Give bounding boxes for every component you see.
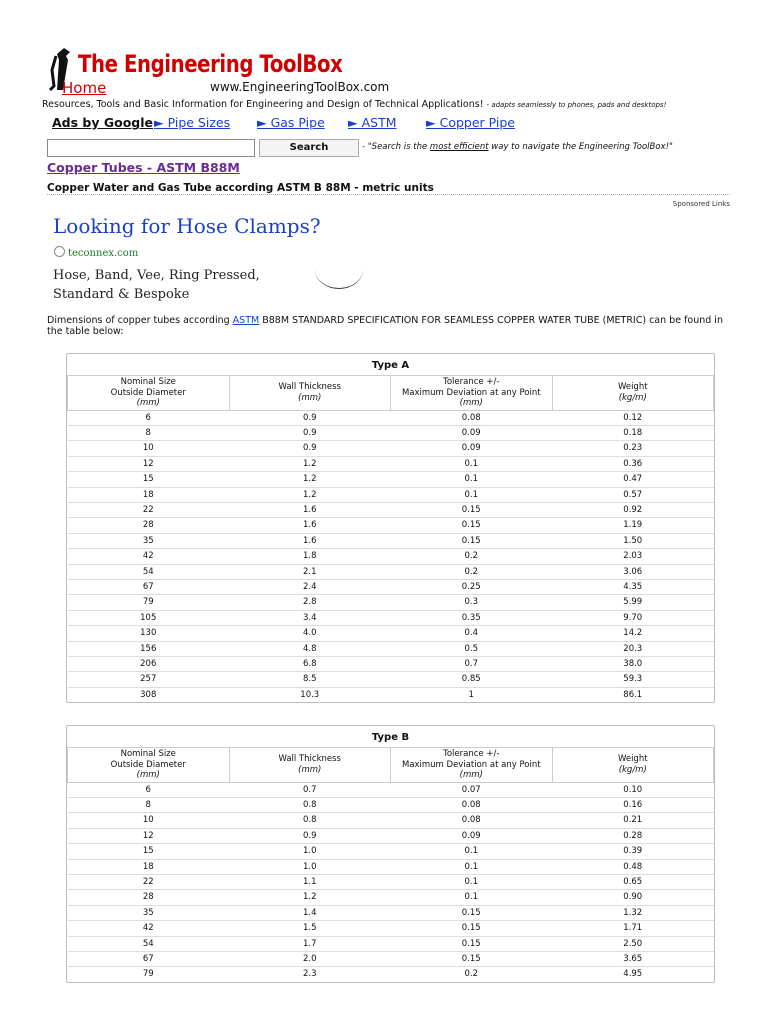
table-cell: 3.4 [229,610,391,625]
table-cell: 67 [68,579,230,594]
table-cell: 0.7 [391,657,553,672]
table-cell: 2.03 [552,549,714,564]
table-cell: 0.15 [391,533,553,548]
table-row [68,456,714,471]
search-button[interactable]: Search [259,139,359,157]
table-row [68,472,714,487]
col-tolerance [391,748,553,783]
col-unit: (mm) [298,392,322,403]
table-cell: 0.15 [391,951,553,966]
ad-arrow-icon[interactable] [315,250,363,289]
table-title: Type A [371,360,410,371]
table-row [68,641,714,656]
col-label: Outside Diameter [110,387,186,398]
table-cell: 6 [68,410,230,425]
table-cell: 22 [68,502,230,517]
table-cell: 0.09 [391,425,553,440]
table-cell: 28 [68,518,230,533]
table-cell: 0.4 [391,626,553,641]
col-label: Wall Thickness [278,382,341,393]
table-cell: 0.15 [391,502,553,517]
table-cell: 2.1 [229,564,391,579]
table-cell: 10.3 [229,687,391,702]
table-cell: 0.16 [552,797,714,812]
table-cell: 12 [68,456,230,471]
intro-pre: Dimensions of copper tubes according [47,315,233,326]
col-unit: (mm) [459,398,483,408]
table-cell: 0.07 [391,782,553,797]
table-cell: 0.35 [391,610,553,625]
table-cell: 12 [68,828,230,843]
table-row [68,626,714,641]
table-row [68,967,714,982]
table-cell: 4.95 [552,967,714,982]
table-cell: 1.7 [229,936,391,951]
tagline-text: Resources, Tools and Basic Information for Engineering and Design of Technical Applications! [42,99,484,110]
table-row [68,936,714,951]
table-cell: 9.70 [552,610,714,625]
col-unit: (mm) [459,770,483,780]
table-cell: 1.0 [229,859,391,874]
table-cell: 0.08 [391,797,553,812]
col-label: Tolerance +/- [443,749,500,759]
table-row [68,905,714,920]
col-weight [552,376,714,411]
table-cell: 0.2 [391,967,553,982]
site-url: www.EngineeringToolBox.com [210,80,390,94]
table-row [68,687,714,702]
table-cell: 8 [68,425,230,440]
table-row [68,921,714,936]
table-row [68,425,714,440]
table-cell: 0.1 [391,890,553,905]
table-cell: 206 [68,657,230,672]
table-cell: 0.08 [391,813,553,828]
home-link[interactable]: Home [62,79,107,97]
col-label: Wall Thickness [278,754,341,765]
table-cell: 2.8 [229,595,391,610]
col-unit: (mm) [136,398,160,408]
table-cell: 4.0 [229,626,391,641]
table-cell: 0.9 [229,410,391,425]
table-cell: 1.19 [552,518,714,533]
table-row [68,564,714,579]
globe-icon [54,246,65,257]
table-cell: 35 [68,905,230,920]
table-cell: 0.23 [552,441,714,456]
table-cell: 1.6 [229,533,391,548]
table-cell: 0.8 [229,797,391,812]
col-label: Maximum Deviation at any Point [401,759,541,770]
table-cell: 0.9 [229,828,391,843]
search-hint [362,142,673,152]
table-cell: 2.0 [229,951,391,966]
table-cell: 42 [68,921,230,936]
table-cell: 3.65 [552,951,714,966]
table-row [68,782,714,797]
table-row [68,487,714,502]
table-cell: 86.1 [552,687,714,702]
table-cell: 15 [68,472,230,487]
table-cell: 35 [68,533,230,548]
table-cell: 308 [68,687,230,702]
table-cell: 0.8 [229,813,391,828]
col-nominal-size [68,748,230,783]
table-row [68,610,714,625]
table-cell: 1.6 [229,502,391,517]
col-unit: (mm) [298,764,322,775]
table-cell: 0.25 [391,579,553,594]
ad-domain-text: teconnex.com [68,248,139,259]
table-row [68,859,714,874]
col-unit: (kg/m) [618,392,647,403]
table-cell: 18 [68,487,230,502]
table-cell: 1.71 [552,921,714,936]
table-cell: 0.1 [391,487,553,502]
table-cell: 105 [68,610,230,625]
col-unit: (kg/m) [618,764,647,775]
table-cell: 0.92 [552,502,714,517]
table-cell: 0.09 [391,828,553,843]
table-cell: 1.2 [229,456,391,471]
nav-link-gas-pipe[interactable]: ► Gas Pipe [257,115,325,130]
table-title: Type B [371,732,410,743]
table-cell: 14.2 [552,626,714,641]
table-cell: 4.8 [229,641,391,656]
table-body [68,782,714,982]
table-cell: 1.0 [229,844,391,859]
table-cell: 0.1 [391,456,553,471]
col-label: Tolerance +/- [443,377,500,387]
table-cell: 0.18 [552,425,714,440]
table-cell: 54 [68,936,230,951]
table-cell: 0.1 [391,472,553,487]
ad-line-1: Hose, Band, Vee, Ring Pressed, [53,268,260,283]
brand-title: The Engineering ToolBox [78,50,343,78]
table-cell: 4.35 [552,579,714,594]
intro-paragraph [47,315,737,337]
col-label: Maximum Deviation at any Point [401,387,541,398]
table-cell: 0.9 [229,441,391,456]
table-cell: 0.1 [391,844,553,859]
col-label: Nominal Size [120,377,176,387]
tagline-small: - adapts seamlessly to phones, pads and desktops! [486,101,667,109]
table-cell: 3.06 [552,564,714,579]
table-cell: 79 [68,595,230,610]
table-cell: 0.65 [552,874,714,889]
table-cell: 6.8 [229,657,391,672]
nav-link-copper-pipe[interactable]: ► Copper Pipe [426,115,515,130]
table-row [68,874,714,889]
table-cell: 8 [68,797,230,812]
table-cell: 0.9 [229,425,391,440]
table-cell: 2.4 [229,579,391,594]
table-cell: 0.5 [391,641,553,656]
nav-link-astm[interactable]: ► ASTM [348,115,397,130]
col-label: Weight [617,382,648,393]
table-cell: 28 [68,890,230,905]
table-cell: 0.48 [552,859,714,874]
table-row [68,518,714,533]
table-row [68,797,714,812]
col-label: Outside Diameter [110,759,186,770]
ad-domain[interactable] [54,246,138,259]
table-cell: 0.08 [391,410,553,425]
table-cell: 59.3 [552,672,714,687]
col-wall-thickness [229,376,391,411]
astm-link[interactable]: ASTM [232,315,260,326]
table-row [68,549,714,564]
sponsored-label: Sponsored Links [672,200,730,208]
table-cell: 22 [68,874,230,889]
table-cell: 0.47 [552,472,714,487]
table-cell: 1.2 [229,487,391,502]
table-cell: 0.3 [391,595,553,610]
table-row [68,951,714,966]
table-row [68,657,714,672]
table-cell: 10 [68,441,230,456]
table-cell: 0.1 [391,859,553,874]
table-row [68,441,714,456]
table-cell: 67 [68,951,230,966]
table-cell: 156 [68,641,230,656]
table-cell: 0.15 [391,905,553,920]
table-cell: 18 [68,859,230,874]
table-type-b [66,725,715,983]
table-cell: 1.5 [229,921,391,936]
page-subtitle: Copper Water and Gas Tube according ASTM B 88M - metric units [47,182,434,194]
table-cell: 0.2 [391,564,553,579]
table-cell: 1.4 [229,905,391,920]
table-cell: 79 [68,967,230,982]
table-cell: 1.32 [552,905,714,920]
col-wall-thickness [229,748,391,783]
table-row [68,502,714,517]
table-cell: 257 [68,672,230,687]
table-cell: 5.99 [552,595,714,610]
table-cell: 0.85 [391,672,553,687]
table-cell: 0.36 [552,456,714,471]
col-tolerance [391,376,553,411]
table-row [68,844,714,859]
nav-link-pipe-sizes[interactable]: ► Pipe Sizes [154,115,231,130]
ad-title-link[interactable]: Looking for Hose Clamps? [53,214,321,238]
search-hint-emphasis: most efficient [429,142,489,152]
table-body [68,410,714,702]
table-cell: 15 [68,844,230,859]
table-cell: 0.28 [552,828,714,843]
table-cell: 38.0 [552,657,714,672]
table-row [68,579,714,594]
table-cell: 1.2 [229,472,391,487]
tagline [42,99,666,110]
ad-body [53,266,260,304]
table-row [68,672,714,687]
divider [47,194,730,195]
table-cell: 1.1 [229,874,391,889]
table-cell: 0.7 [229,782,391,797]
table-cell: 2.50 [552,936,714,951]
table-cell: 0.21 [552,813,714,828]
table-row [68,890,714,905]
table-cell: 0.15 [391,518,553,533]
table-row [68,533,714,548]
table-cell: 42 [68,549,230,564]
table-cell: 54 [68,564,230,579]
table-cell: 0.09 [391,441,553,456]
col-nominal-size [68,376,230,411]
ads-by-google[interactable]: Ads by Google [52,115,154,130]
table-cell: 0.90 [552,890,714,905]
table-cell: 0.2 [391,549,553,564]
table-cell: 0.15 [391,921,553,936]
table-cell: 1.2 [229,890,391,905]
intro-post: B88M STANDARD SPECIFICATION FOR SEAMLESS COPPER WATER TUBE (METRIC) can be found in the table below: [47,315,723,337]
table-cell: 0.39 [552,844,714,859]
table-row [68,828,714,843]
search-hint-post: way to navigate the Engineering ToolBox!" [488,142,673,152]
col-label: Nominal Size [120,749,176,759]
table-cell: 0.15 [391,936,553,951]
table-cell: 1.6 [229,518,391,533]
table-type-a [66,353,715,703]
table-row [68,595,714,610]
col-weight [552,748,714,783]
table-cell: 20.3 [552,641,714,656]
table-cell: 6 [68,782,230,797]
search-input[interactable] [47,139,255,157]
table-cell: 0.1 [391,874,553,889]
table-row [68,813,714,828]
table-cell: 0.10 [552,782,714,797]
table-cell: 0.57 [552,487,714,502]
col-unit: (mm) [136,770,160,780]
table-row [68,410,714,425]
table-cell: 0.12 [552,410,714,425]
search-hint-pre: - "Search is the [362,142,430,152]
table-cell: 10 [68,813,230,828]
table-cell: 1.50 [552,533,714,548]
table-cell: 1 [391,687,553,702]
page-title-link[interactable]: Copper Tubes - ASTM B88M [47,160,240,175]
col-label: Weight [617,754,648,765]
table-cell: 130 [68,626,230,641]
table-cell: 1.8 [229,549,391,564]
table-cell: 8.5 [229,672,391,687]
ad-line-2: Standard & Bespoke [53,287,190,302]
table-cell: 2.3 [229,967,391,982]
